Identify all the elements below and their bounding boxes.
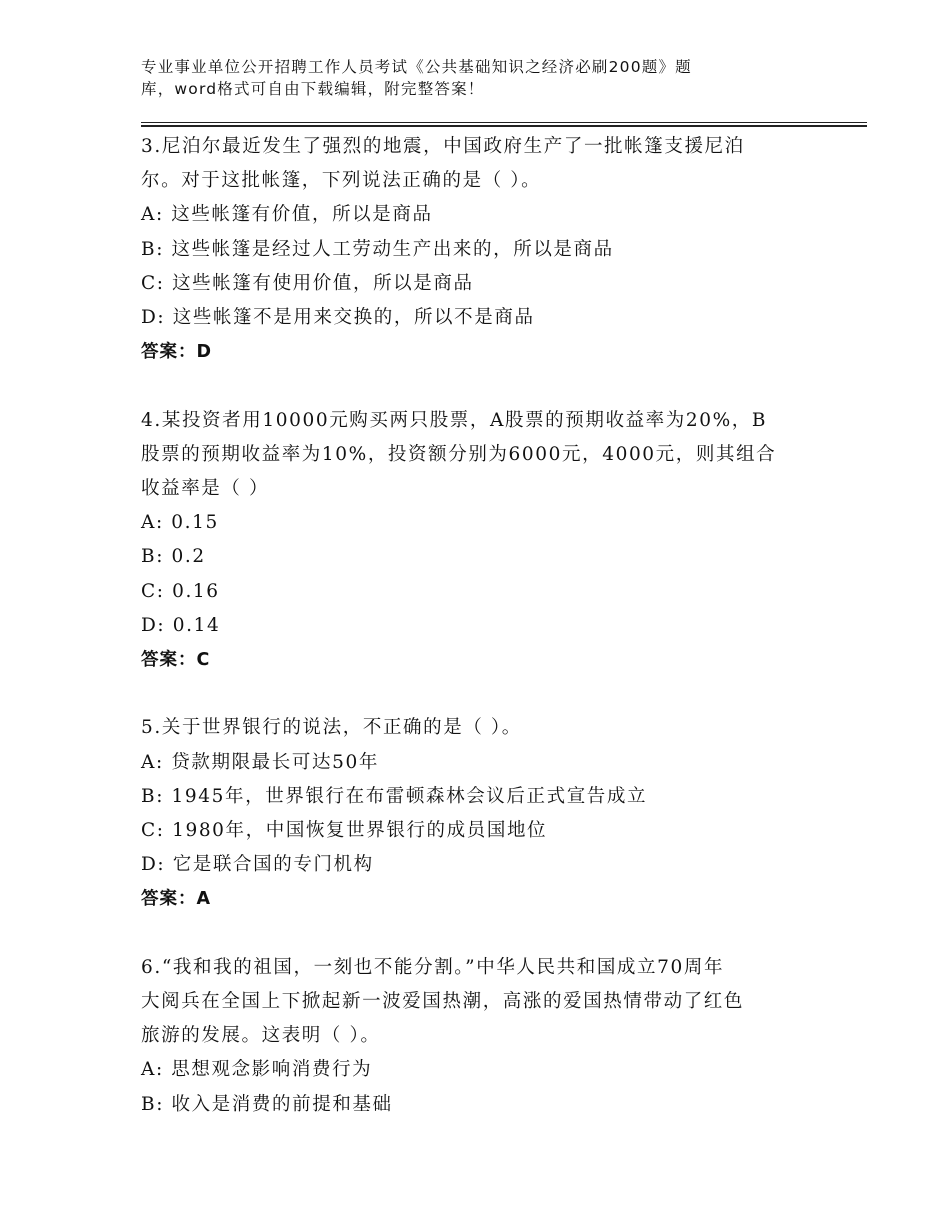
option-key: A: — [141, 512, 164, 534]
option-key: A: — [141, 751, 164, 773]
question-list — [141, 130, 841, 1122]
question-6 — [141, 951, 841, 1122]
header-rule-thick — [141, 125, 867, 127]
question-5 — [141, 711, 841, 916]
option-text: 1980年，中国恢复世界银行的成员国地位 — [164, 820, 548, 842]
question-text-line: 5.关于世界银行的说法，不正确的是（ ）。 — [141, 717, 522, 739]
option-b — [141, 540, 841, 574]
option-b — [141, 1088, 841, 1122]
question-text-line: 4.某投资者用10000元购买两只股票，A股票的预期收益率为20%，B — [141, 409, 768, 431]
option-text: 1945年，世界银行在布雷顿森林会议后正式宣告成立 — [164, 785, 648, 807]
option-text: 0.15 — [163, 512, 219, 534]
option-a — [141, 198, 841, 232]
option-c — [141, 575, 841, 609]
question-text-line: 旅游的发展。这表明（ ）。 — [141, 1025, 381, 1047]
option-a — [141, 746, 841, 780]
option-a — [141, 506, 841, 540]
option-b — [141, 233, 841, 267]
option-text: 这些帐篷不是用来交换的，所以不是商品 — [165, 307, 535, 329]
option-c — [141, 814, 841, 848]
option-d — [141, 301, 841, 335]
option-key: D: — [141, 614, 166, 636]
answer-label: 答案：A — [141, 889, 212, 910]
option-key: D: — [141, 854, 166, 876]
option-d — [141, 609, 841, 643]
question-text-line: 收益率是（ ） — [141, 478, 270, 500]
question-spacer — [141, 917, 841, 951]
question-spacer — [141, 677, 841, 711]
option-key: A: — [141, 1059, 164, 1081]
question-3 — [141, 130, 841, 369]
option-d — [141, 848, 841, 882]
option-key: B: — [141, 785, 165, 807]
option-text: 0.16 — [164, 580, 220, 602]
option-text: 0.2 — [164, 546, 206, 568]
option-key: B: — [141, 546, 165, 568]
option-text: 思想观念影响消费行为 — [163, 1059, 373, 1081]
answer-label: 答案：C — [141, 650, 211, 671]
question-text-line: 6.“我和我的祖国，一刻也不能分割。”中华人民共和国成立70周年 — [141, 956, 725, 978]
option-text: 贷款期限最长可达50年 — [163, 751, 379, 773]
question-4 — [141, 404, 841, 678]
option-text: 这些帐篷有使用价值，所以是商品 — [164, 272, 474, 294]
option-key: C: — [141, 580, 165, 602]
option-key: B: — [141, 1093, 165, 1115]
option-key: C: — [141, 820, 165, 842]
question-text-line: 3.尼泊尔最近发生了强烈的地震，中国政府生产了一批帐篷支援尼泊 — [141, 136, 745, 157]
option-b — [141, 780, 841, 814]
option-key: A: — [141, 204, 164, 226]
option-text: 收入是消费的前提和基础 — [164, 1093, 393, 1115]
question-text-line: 股票的预期收益率为10%，投资额分别为6000元，4000元，则其组合 — [141, 443, 777, 465]
header-rule-thin — [141, 122, 867, 123]
option-key: C: — [141, 272, 165, 294]
option-c — [141, 267, 841, 301]
option-text: 这些帐篷有价值，所以是商品 — [163, 204, 433, 226]
option-text: 它是联合国的专门机构 — [165, 854, 374, 876]
question-text-line: 大阅兵在全国上下掀起新一波爱国热潮，高涨的爱国热情带动了红色 — [141, 991, 745, 1013]
question-text-line: 尔。对于这批帐篷，下列说法正确的是（ ）。 — [141, 170, 542, 192]
option-text: 0.14 — [165, 614, 221, 636]
option-text: 这些帐篷是经过人工劳动生产出来的，所以是商品 — [164, 238, 614, 260]
page-header — [141, 56, 861, 100]
answer-label: 答案：D — [141, 342, 213, 363]
header-line-1: 专业事业单位公开招聘工作人员考试《公共基础知识之经济必刷200题》题 — [141, 58, 692, 76]
option-a — [141, 1053, 841, 1087]
option-key: D: — [141, 307, 166, 329]
header-line-2: 库，word格式可自由下载编辑，附完整答案！ — [141, 80, 485, 98]
option-key: B: — [141, 238, 165, 260]
question-spacer — [141, 369, 841, 403]
